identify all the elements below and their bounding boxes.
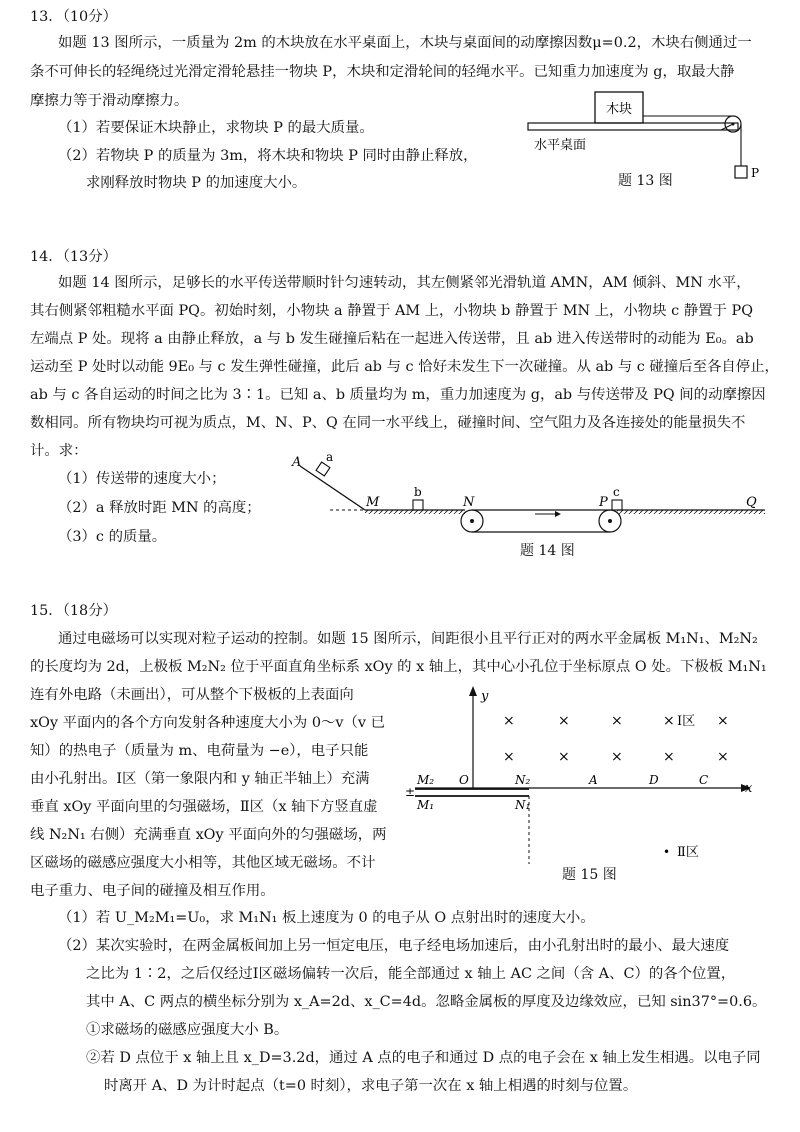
q15-caption: 题 15 图	[562, 867, 617, 883]
q15-field-cross: ×	[663, 713, 675, 729]
q14-label-N: N	[463, 495, 475, 510]
q15-label-A: A	[589, 773, 598, 787]
q14-label-a: a	[326, 450, 334, 464]
q14-block-c	[612, 500, 622, 510]
q14-line-3: 左端点 P 处。现将 a 由静止释放，a 与 b 发生碰撞后粘在一起进入传送带，且 ab 进入传送带时的动能为 E₀。ab	[30, 331, 754, 347]
q15-left-4: 由小孔射出。Ⅰ区（第一象限内和 y 轴正半轴上）充满	[30, 771, 370, 787]
q14-label-A: A	[292, 455, 302, 470]
q15-y-arrow	[469, 686, 477, 696]
q15-sub-3: 之比为 1∶2，之后仅经过Ⅰ区磁场偏转一次后，能全部通过 x 轴上 AC 之间（含 A、C）的各个位置，	[86, 966, 736, 982]
q15-field-cross: ×	[503, 713, 515, 729]
q15-label-zone1: Ⅰ区	[677, 714, 696, 729]
q14-header: 14．（13分）	[30, 249, 117, 265]
q15-label-zone2: Ⅱ区	[677, 845, 699, 860]
q15-field-cross: ×	[611, 749, 623, 765]
q14-line-2: 其右侧紧邻粗糙水平面 PQ。初始时刻，小物块 a 静置于 AM 上，小物块 b 静置于 MN 上，小物块 c 静置于 PQ	[30, 303, 754, 319]
q15-label-pm: ±	[405, 785, 416, 799]
q15-label-C: C	[699, 773, 709, 787]
q14-left-roller-axle	[470, 519, 474, 523]
q15-line-2: 的长度均为 2d，上极板 M₂N₂ 位于平面直角坐标系 xOy 的 x 轴上，其中心小孔位于坐标原点 O 处。下极板 M₁N₁	[30, 659, 767, 675]
q14-hatch-mn	[365, 510, 465, 514]
q14-sub-3: （3）c 的质量。	[58, 529, 167, 545]
q15-label-M2: M₂	[417, 773, 435, 787]
q15-field-cross: ×	[558, 713, 570, 729]
q15-field-cross: ×	[717, 749, 729, 765]
q14-caption: 题 14 图	[520, 543, 575, 559]
q13-line-2: 条不可伸长的轻绳绕过光滑定滑轮悬挂一物块 P，木块和定滑轮间的轻绳水平。已知重力加速度为 g，取最大静	[30, 64, 735, 80]
q14-label-b: b	[414, 485, 422, 499]
q13-line-3: 摩擦力等于滑动摩擦力。	[30, 93, 189, 109]
q15-header: 15．（18分）	[30, 603, 117, 619]
q15-line-1: 通过电磁场可以实现对粒子运动的控制。如题 15 图所示，间距很小且平行正对的两水平金属板 M₁N₁、M₂N₂	[58, 631, 758, 647]
q15-sub-1: （1）若 U_M₂M₁=U₀，求 M₁N₁ 板上速度为 0 的电子从 O 点射出时的速度大小。	[58, 910, 595, 926]
q15-left-3: 知）的热电子（质量为 m、电荷量为 −e），电子只能	[30, 743, 369, 759]
q13-p-label: P	[751, 166, 760, 180]
q15-field-cross: ×	[503, 749, 515, 765]
q14-line-1: 如题 14 图所示，足够长的水平传送带顺时针匀速转动，其左侧紧邻光滑轨道 AMN，AM 倾斜、MN 水平，	[58, 275, 751, 291]
q13-caption: 题 13 图	[618, 173, 673, 189]
q15-label-O: O	[459, 773, 469, 787]
q15-figure	[405, 684, 775, 874]
q15-label-D: D	[649, 773, 659, 787]
q15-left-7: 区磁场的磁感应强度大小相等，其他区域无磁场。不计	[30, 855, 376, 871]
q15-left-6: 线 N₂N₁ 右侧）充满垂直 xOy 平面向外的匀强磁场，两	[30, 827, 387, 843]
q13-block-label: 木块	[605, 102, 633, 117]
q15-field-cross: ×	[611, 713, 623, 729]
q14-incline-am	[300, 466, 365, 510]
q15-label-y: y	[481, 689, 489, 704]
q13-sub-2: （2）若物块 P 的质量为 3m，将木块和物块 P 同时由静止释放，	[58, 148, 478, 164]
q13-sub-3: 求刚释放时物块 P 的加速度大小。	[86, 175, 307, 191]
q14-label-c: c	[613, 485, 620, 499]
q14-line-5: ab 与 c 各自运动的时间之比为 3∶1。已知 a、b 质量均为 m，重力加速度为 g，ab 与传送带及 PQ 间的动摩擦因	[30, 387, 766, 403]
q14-line-7: 计。求：	[30, 443, 88, 459]
q15-sub-5: ①求磁场的磁感应强度大小 B。	[86, 1022, 289, 1038]
q13-line-1: 如题 13 图所示，一质量为 2m 的木块放在水平桌面上，木块与桌面间的动摩擦因数μ=0.2，木块右侧通过一	[58, 35, 752, 51]
q15-field-dot: •	[663, 845, 671, 859]
q15-field-cross: ×	[717, 713, 729, 729]
q15-label-M1: M₁	[417, 798, 435, 812]
q13-table-label: 水平桌面	[534, 138, 587, 153]
q15-sub-2: （2）某次实验时，在两金属板间加上另一恒定电压，电子经电场加速后，由小孔射出时的最小、最大速度	[58, 938, 730, 954]
q14-block-b	[413, 500, 423, 510]
q13-header: 13．（10分）	[30, 9, 117, 25]
q15-sub-7: 时离开 A、D 为计时起点（t=0 时刻），求电子第一次在 x 轴上相遇的时刻与位置。	[104, 1078, 638, 1094]
q15-field-cross: ×	[558, 749, 570, 765]
q15-sub-6: ②若 D 点位于 x 轴上且 x_D=3.2d，通过 A 点的电子和通过 D 点的电子会在 x 轴上发生相遇。以电子同	[86, 1050, 761, 1066]
q14-line-4: 运动至 P 处时以动能 9E₀ 与 c 发生弹性碰撞，此后 ab 与 c 恰好未发生下一次碰撞。从 ab 与 c 碰撞后至各自停止，	[30, 359, 779, 375]
q14-line-6: 数相同。所有物块均可视为质点，M、N、P、Q 在同一水平线上，碰撞时间、空气阻力及各连接处的能量损失不	[30, 415, 746, 431]
q14-hatch-pq	[617, 510, 765, 514]
q15-label-N2: N₂	[515, 773, 531, 787]
q14-right-roller-axle	[608, 519, 612, 523]
q13-sub-1: （1）若要保证木块静止，求物块 P 的最大质量。	[58, 120, 374, 136]
q15-left-5: 垂直 xOy 平面向里的匀强磁场，Ⅱ区（x 轴下方竖直虚	[30, 799, 378, 815]
q14-label-P: P	[599, 495, 608, 510]
q14-block-a	[316, 462, 330, 476]
q14-label-Q: Q	[746, 495, 757, 510]
q15-field-cross: ×	[663, 749, 675, 765]
q15-label-N1: N₁	[515, 798, 531, 812]
q13-block-p	[735, 166, 747, 178]
q15-left-1: 连有外电路（未画出），可从整个下极板的上表面向	[30, 687, 354, 703]
q15-left-2: xOy 平面内的各个方向发射各种速度大小为 0～v（v 已	[30, 715, 385, 731]
q13-table	[528, 123, 738, 130]
q15-sub-4: 其中 A、C 两点的横坐标分别为 x_A=2d、x_C=4d。忽略金属板的厚度及边缘效应，已知 sin37°=0.6。	[86, 994, 767, 1010]
q14-sub-1: （1）传送带的速度大小；	[58, 471, 226, 487]
q14-sub-2: （2）a 释放时距 MN 的高度；	[58, 500, 261, 516]
q14-belt-arrow-head	[555, 511, 561, 517]
q15-label-x: x	[745, 781, 753, 796]
q14-label-M: M	[366, 495, 380, 510]
q15-left-8: 电子重力、电子间的碰撞及相互作用。	[30, 883, 275, 899]
